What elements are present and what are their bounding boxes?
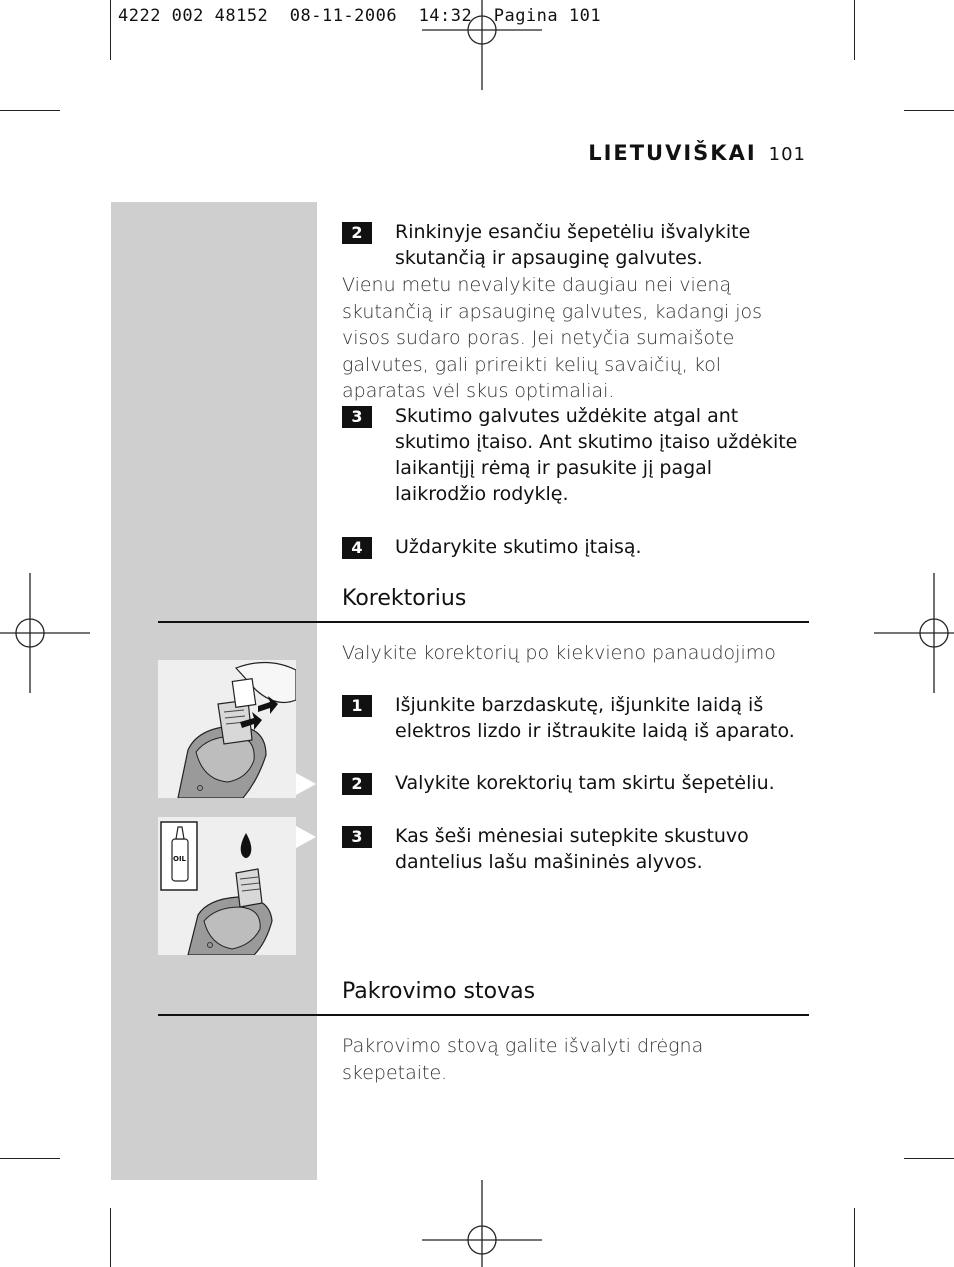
- section-intro: Valykite korektorių po kiekvieno panaudojimo: [342, 642, 776, 664]
- illustration-brush-trimmer: [158, 660, 296, 798]
- step-text: Uždarykite skutimo įtaisą.: [395, 536, 642, 558]
- illustration-pointer: [296, 773, 316, 795]
- registration-mark-left: [0, 573, 90, 693]
- print-slug: 4222 002 48152 08-11-2006 14:32 Pagina 101: [118, 6, 602, 26]
- step-number: 4: [342, 537, 372, 559]
- step-number: 2: [342, 222, 372, 244]
- crop-mark: [904, 1158, 954, 1159]
- registration-mark-bottom: [422, 1180, 542, 1267]
- step-number: 3: [342, 406, 372, 428]
- step-text: Rinkinyje esančiu šepetėliu išvalykite skutančią ir apsauginę galvutes.: [395, 221, 751, 269]
- illustration-pointer: [296, 826, 316, 848]
- section-heading: Korektorius: [342, 586, 467, 611]
- crop-mark: [110, 0, 111, 60]
- section-heading: Pakrovimo stovas: [342, 979, 536, 1004]
- crop-mark: [904, 110, 954, 111]
- note-text: Vienu metu nevalykite daugiau nei vieną skutančią ir apsauginę galvutes, kadangi jos visos sudaro poras. Jei netyčia sumaišote galvutes, gali prireikti kelių savaičių, kol aparatas vėl skus optimaliai.: [342, 274, 763, 402]
- crop-mark: [854, 1208, 855, 1267]
- illustration-oil-trimmer: [158, 817, 296, 955]
- section-rule: [158, 1014, 809, 1016]
- step-text: Išjunkite barzdaskutę, išjunkite laidą iš elektros lizdo ir ištraukite laidą iš aparato.: [395, 694, 795, 742]
- section-text: Pakrovimo stovą galite išvalyti drėgna skepetaite.: [342, 1035, 704, 1084]
- step-text: Kas šeši mėnesiai sutepkite skustuvo dantelius lašu mašininės alyvos.: [395, 825, 749, 873]
- step-number: 2: [342, 773, 372, 795]
- page-header: [588, 141, 806, 165]
- step-number: 3: [342, 826, 372, 848]
- registration-mark-right: [874, 573, 954, 693]
- step-text: Valykite korektorių tam skirtu šepetėliu.: [395, 772, 775, 794]
- crop-mark: [854, 0, 855, 60]
- page-number: 101: [768, 144, 806, 165]
- section-rule: [158, 621, 809, 623]
- language-title: LIETUVIŠKAI: [588, 141, 757, 165]
- step-number: 1: [342, 695, 372, 717]
- crop-mark: [0, 1158, 60, 1159]
- oil-bottle-label: OIL: [173, 855, 187, 863]
- step-text: Skutimo galvutes uždėkite atgal ant skutimo įtaiso. Ant skutimo įtaiso uždėkite laikantįjį rėmą ir pasukite jį pagal laikrodžio rodyklę.: [395, 405, 798, 505]
- crop-mark: [110, 1208, 111, 1267]
- crop-mark: [0, 110, 60, 111]
